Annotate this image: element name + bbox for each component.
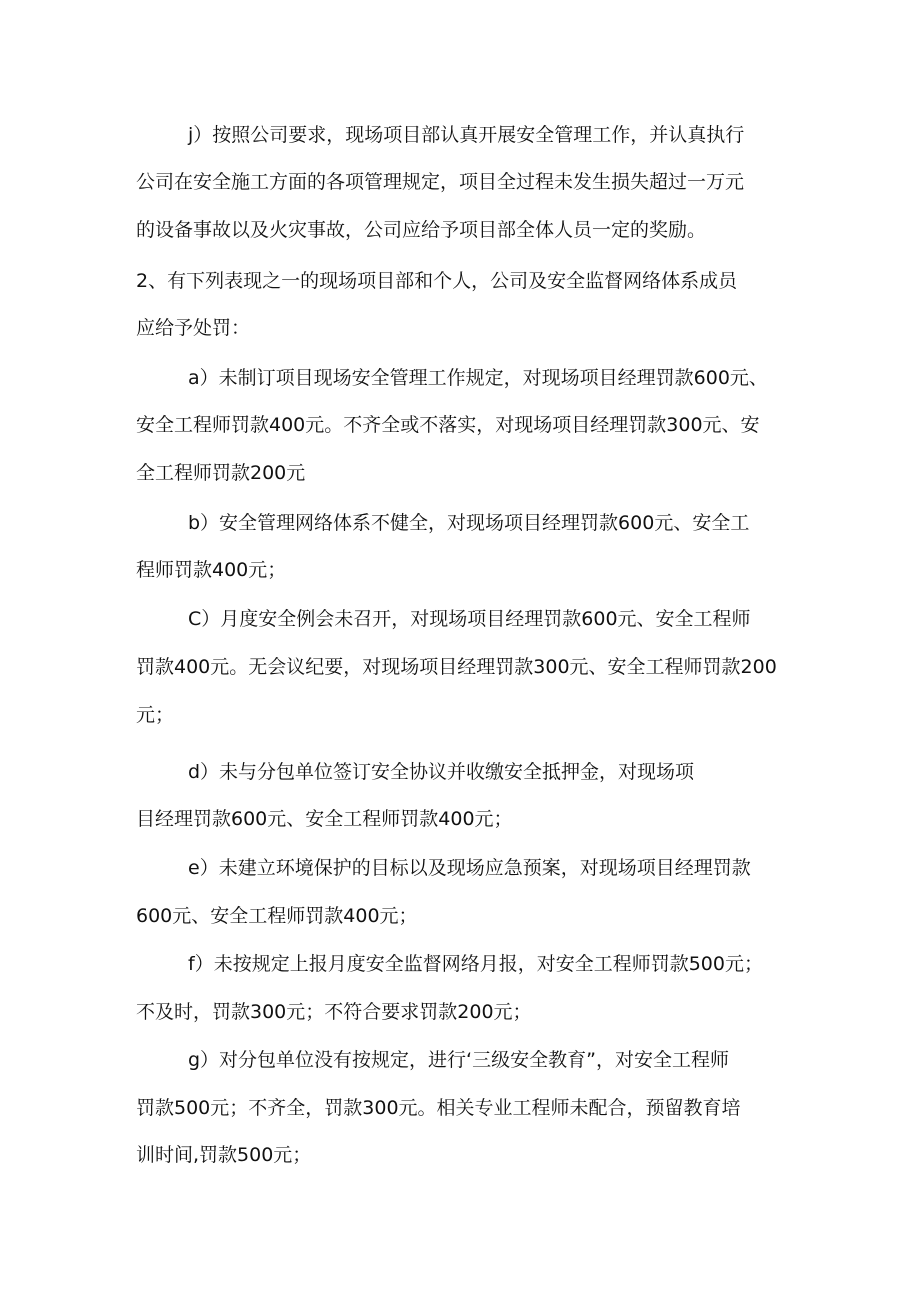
item-b-line-2: 程师罚款400元； [136, 559, 287, 581]
item-f-line-1: f）未按规定上报月度安全监督网络月报，对安全工程师罚款500元； [188, 953, 763, 975]
item-c-line-1: C）月度安全例会未召开，对现场项目经理罚款600元、安全工程师 [188, 608, 751, 630]
section-2-line-1: 2、有下列表现之一的现场项目部和个人，公司及安全监督网络体系成员 [136, 270, 738, 292]
item-c-line-3: 元； [136, 704, 175, 726]
item-d-line-2: 目经理罚款600元、安全工程师罚款400元； [136, 808, 513, 830]
item-g-line-1: g）对分包单位没有按规定，进行‘三级安全教育”，对安全工程师 [188, 1049, 729, 1071]
item-b-line-1: b）安全管理网络体系不健全，对现场项目经理罚款600元、安全工 [188, 512, 750, 534]
item-a-line-3: 全工程师罚款200元 [136, 462, 306, 484]
item-a-line-1: a）未制订项目现场安全管理工作规定，对现场项目经理罚款600元、 [188, 367, 768, 389]
item-c-line-2: 罚款400元。无会议纪要，对现场项目经理罚款300元、安全工程师罚款200 [136, 656, 777, 678]
item-f-line-2: 不及时，罚款300元；不符合要求罚款200元； [136, 1001, 532, 1023]
paragraph-j-line-2: 公司在安全施工方面的各项管理规定，项目全过程未发生损失超过一万元 [136, 171, 745, 193]
item-g-line-2: 罚款500元；不齐全，罚款300元。相关专业工程师未配合，预留教育培 [136, 1097, 741, 1119]
paragraph-j-line-3: 的设备事故以及火灾事故，公司应给予项目部全体人员一定的奖励。 [136, 219, 707, 241]
item-d-line-1: d）未与分包单位签订安全协议并收缴安全抵押金，对现场项 [188, 761, 695, 783]
item-e-line-1: e）未建立环境保护的目标以及现场应急预案，对现场项目经理罚款 [188, 857, 751, 879]
item-a-line-2: 安全工程师罚款400元。不齐全或不落实，对现场项目经理罚款300元、安 [136, 414, 760, 436]
section-2-line-2: 应给予处罚： [136, 317, 251, 339]
item-g-line-3: 训时间,罚款500元； [136, 1144, 312, 1166]
item-e-line-2: 600元、安全工程师罚款400元； [136, 905, 418, 927]
paragraph-j-line-1: j）按照公司要求，现场项目部认真开展安全管理工作，并认真执行 [188, 124, 745, 146]
